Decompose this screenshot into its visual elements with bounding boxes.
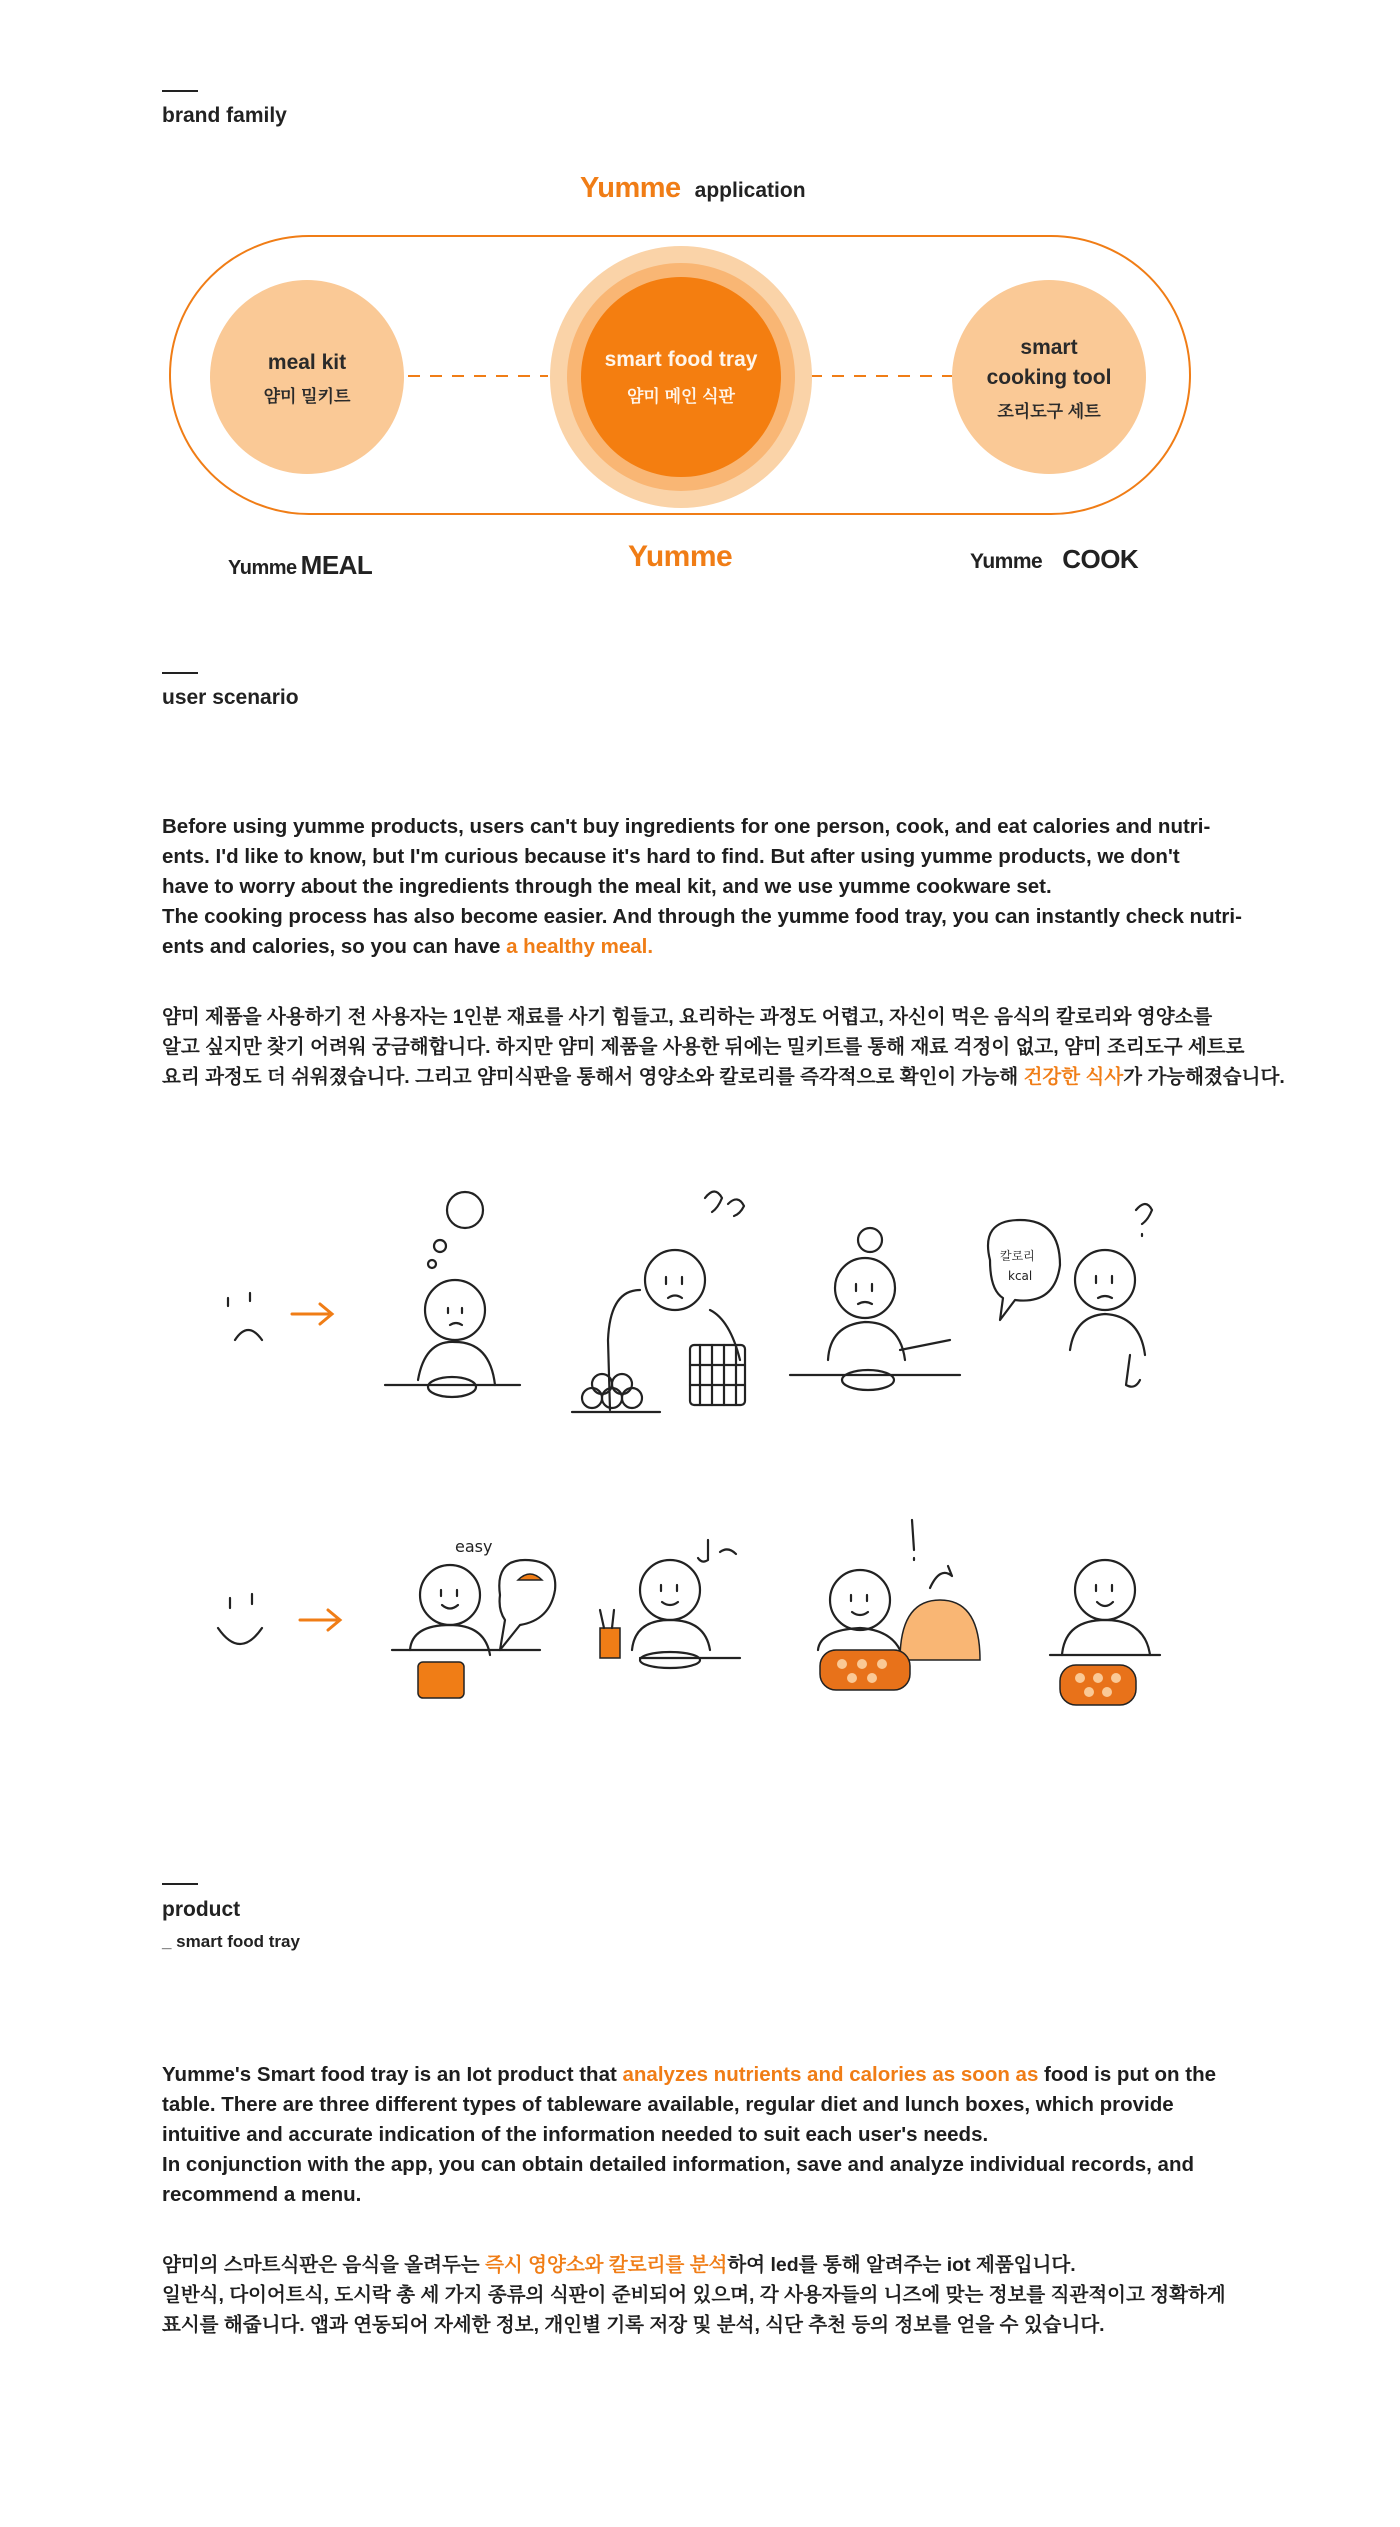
- scenario-illustrations: [200, 1180, 1200, 1770]
- scenario-ko-text: 요리 과정도 더 쉬워졌습니다. 그리고 얌미식판을 통해서 영양소와 칼로리를 즉각적으로 확인이 가능해: [162, 1066, 1024, 1088]
- sketch-person-confused: [988, 1204, 1152, 1387]
- happy-face-icon: [218, 1594, 262, 1644]
- app-logo-row: [580, 172, 806, 205]
- cook-logo-brand: Yumme: [970, 550, 1043, 573]
- yumme-meal-logo: [228, 550, 372, 581]
- smart-food-tray-korean: 얌미 메인 식판: [627, 386, 735, 406]
- product-ko-line: 일반식, 다이어트식, 도시락 총 세 가지 종류의 식판이 준비되어 있으며, 각 사용자들의 니즈에 맞는 정보를 직관적이고 정확하게: [162, 2284, 1226, 2306]
- product-ko-text: 얌미의 스마트식판은 음식을 올려두는: [162, 2254, 486, 2276]
- cooking-tool-circle: [952, 280, 1146, 474]
- product-en-text: Yumme's Smart food tray is an Iot product that: [162, 2063, 623, 2086]
- product-en-line: intuitive and accurate indication of the information needed to suit each user's needs.: [162, 2123, 989, 2146]
- thought-bubble-text: 칼로리: [1000, 1249, 1035, 1263]
- scenario-english-paragraph: [162, 812, 1302, 962]
- tray-ring-inner: [581, 277, 781, 477]
- kcal-bubble-text: kcal: [1008, 1269, 1033, 1283]
- meal-kit-label: meal kit: [267, 350, 347, 374]
- sketch-person-cooking: [790, 1228, 960, 1390]
- product-en-highlight: analyzes nutrients and calories as soon as: [622, 2063, 1039, 2086]
- scenario-korean-paragraph: [162, 1002, 1302, 1092]
- tray-ring-mid: [567, 263, 795, 491]
- sketch-person-thinking: [385, 1192, 520, 1397]
- scenario-ko-text: 가 가능해졌습니다.: [1123, 1066, 1285, 1088]
- scenario-en-line: ents. I'd like to know, but I'm curious because it's hard to find. But after using yumme products, we don't: [162, 845, 1180, 868]
- sketch-person-meal-kit: [392, 1537, 555, 1698]
- app-logo: Yumme: [580, 172, 681, 204]
- product-en-line: [162, 2060, 1302, 2090]
- scenario-en-line: have to worry about the ingredients through the meal kit, and we use yumme cookware set.: [162, 875, 1052, 898]
- product-ko-text: 하여 led를 통해 알려주는 iot 제품입니다.: [727, 2254, 1076, 2276]
- sketch-person-satisfied: [1050, 1560, 1160, 1705]
- user-scenario-heading: user scenario: [162, 686, 299, 709]
- sketch-person-food-tray: [818, 1520, 980, 1690]
- scenario-en-text: ents and calories, so you can have: [162, 935, 507, 958]
- sketch-person-happy-cooking: [600, 1540, 740, 1668]
- section-marker: [162, 90, 198, 92]
- product-ko-highlight: 즉시 영양소와 칼로리를 분석: [485, 2254, 728, 2276]
- cooking-tool-label-1: smart: [1020, 335, 1078, 359]
- app-label: application: [694, 179, 806, 202]
- yumme-cook-logo: [970, 544, 1138, 575]
- yumme-center-logo: Yumme: [628, 540, 733, 573]
- product-en-line: In conjunction with the app, you can obtain detailed information, save and analyze individual records, and: [162, 2153, 1194, 2176]
- product-heading: product: [162, 1898, 241, 1921]
- sad-face-icon: [228, 1293, 262, 1340]
- easy-label: easy: [455, 1537, 493, 1556]
- meal-logo-word: MEAL: [300, 550, 373, 580]
- section-marker: [162, 672, 198, 674]
- scenario-ko-line: 얌미 제품을 사용하기 전 사용자는 1인분 재료를 사기 힘들고, 요리하는 과정도 어렵고, 자신이 먹은 음식의 칼로리와 영양소를: [162, 1006, 1213, 1028]
- product-en-line: recommend a menu.: [162, 2183, 362, 2206]
- scenario-ko-line: 알고 싶지만 찾기 어려워 궁금해합니다. 하지만 얌미 제품을 사용한 뒤에는 밀키트를 통해 재료 걱정이 없고, 얌미 조리도구 세트로: [162, 1036, 1245, 1058]
- smart-food-tray-label: smart food tray: [604, 347, 758, 371]
- scenario-en-line: Before using yumme products, users can't buy ingredients for one person, cook, and eat calories and nutri-: [162, 815, 1211, 838]
- product-subheading: _ smart food tray: [162, 1932, 300, 1951]
- smart-food-tray-circle: [550, 246, 812, 508]
- cooking-tool-korean: 조리도구 세트: [997, 401, 1101, 421]
- meal-kit-circle: [210, 280, 404, 474]
- product-english-paragraph: [162, 2060, 1302, 2210]
- product-ko-line: 표시를 해줍니다. 앱과 연동되어 자세한 정보, 개인별 기록 저장 및 분석, 식단 추천 등의 정보를 얻을 수 있습니다.: [162, 2314, 1105, 2336]
- meal-logo-brand: Yumme: [228, 557, 297, 579]
- scenario-en-highlight: a healthy meal.: [506, 935, 654, 958]
- section-marker: [162, 1883, 198, 1885]
- product-korean-paragraph: [162, 2250, 1302, 2340]
- meal-kit-korean: 얌미 밀키트: [263, 386, 351, 406]
- product-ko-line: [162, 2250, 1302, 2280]
- product-en-text: food is put on the: [1038, 2063, 1216, 2086]
- sketch-person-shopping: [572, 1192, 745, 1413]
- scenario-en-line: [162, 932, 1302, 962]
- scenario-en-line: The cooking process has also become easier. And through the yumme food tray, you can instantly check nutri-: [162, 905, 1242, 928]
- product-en-line: table. There are three different types of tableware available, regular diet and lunch boxes, which provide: [162, 2093, 1174, 2116]
- brand-family-heading: brand family: [162, 104, 287, 127]
- cooking-tool-label-2: cooking tool: [986, 365, 1112, 389]
- scenario-ko-highlight: 건강한 식사: [1023, 1066, 1124, 1088]
- scenario-ko-line: [162, 1062, 1302, 1092]
- cook-logo-word: COOK: [1062, 544, 1139, 574]
